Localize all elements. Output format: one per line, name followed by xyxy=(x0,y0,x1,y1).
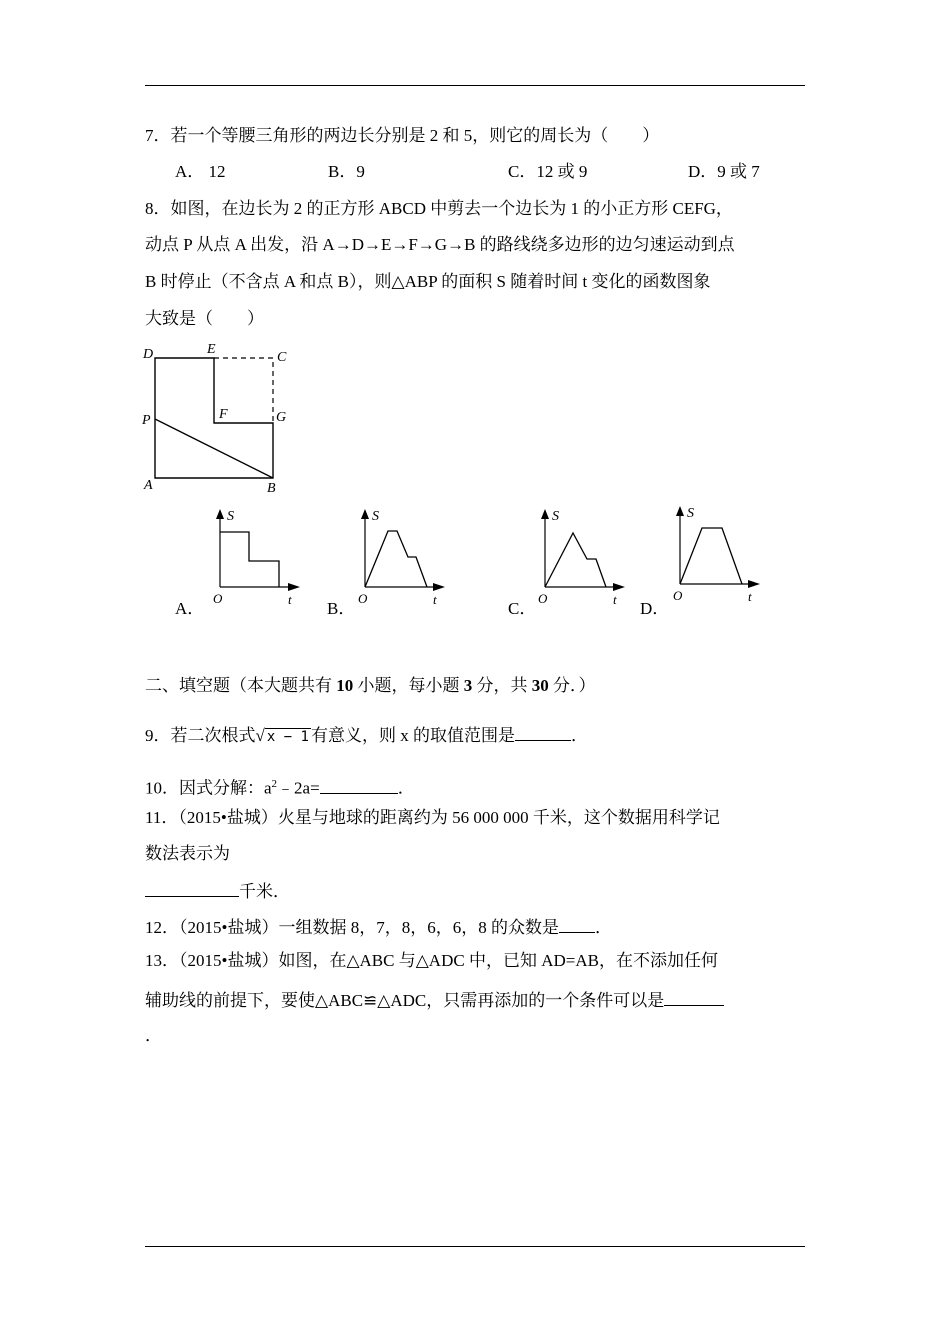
label-b: B xyxy=(267,481,276,496)
q12-text: 12．（2015•盐城）一组数据 8，7，8，6，6，8 的众数是 xyxy=(145,918,559,937)
q12-answer-blank[interactable] xyxy=(559,914,595,933)
graph-c-origin-label: O xyxy=(538,591,548,606)
question-13-line-2 xyxy=(145,987,724,1013)
question-13-line-3: ． xyxy=(145,1026,162,1045)
q7-option-d: D．9 或 7 xyxy=(688,162,760,181)
graph-b-s-label: S xyxy=(372,509,379,524)
label-c: C xyxy=(277,350,287,365)
q7-option-b: B．9 xyxy=(328,162,365,181)
section-2-total: 30 xyxy=(531,676,549,695)
label-a: A xyxy=(144,478,153,493)
q11-unit: 千米． xyxy=(239,882,290,901)
sqrt-expression xyxy=(256,724,312,749)
segment-pb xyxy=(155,419,273,478)
section-2-mid2: 分，共 xyxy=(472,676,532,695)
question-8-line-3: B 时停止（不含点 A 和点 B），则△ABP 的面积 S 随着时间 t 变化的函数图象 xyxy=(145,272,711,291)
q12-end: ． xyxy=(594,918,612,937)
sqrt-radicand: x − 1 xyxy=(266,729,309,745)
section-2-mid1: 小题，每小题 xyxy=(353,676,464,695)
graph-c-curve xyxy=(545,533,606,587)
graph-a-curve xyxy=(220,532,279,587)
question-12 xyxy=(145,914,612,940)
q10-pre-text: 10．因式分解：a xyxy=(145,778,272,798)
graph-d-s-label: S xyxy=(687,506,694,521)
q8-graph-c xyxy=(525,503,635,608)
q10-answer-blank[interactable] xyxy=(320,775,398,794)
label-p: P xyxy=(142,413,151,428)
q8-geometry-figure xyxy=(138,340,298,500)
label-e: E xyxy=(207,342,216,357)
polygon-outline xyxy=(155,358,273,478)
q8-option-a: A． xyxy=(175,599,205,618)
q8-graph-d xyxy=(660,500,770,605)
graph-b-t-label: t xyxy=(433,592,437,607)
q7-option-c: C．12 或 9 xyxy=(508,162,588,181)
graph-d-curve xyxy=(680,528,742,584)
label-g: G xyxy=(276,410,287,425)
label-d: D xyxy=(143,347,154,362)
question-11-line-3 xyxy=(145,878,290,904)
section-2-points: 3 xyxy=(463,676,473,695)
top-rule xyxy=(145,85,805,86)
graph-c-s-label: S xyxy=(552,509,559,524)
graph-a-s-label: S xyxy=(227,509,234,524)
question-8-line-2: 动点 P 从点 A 出发，沿 A→D→E→F→G→B 的路线绕多边形的边匀速运动到点 xyxy=(145,235,735,254)
q9-post-text: 有意义，则 x 的取值范围是 xyxy=(311,726,515,745)
question-13-line-1: 13．（2015•盐城）如图，在△ABC 与△ADC 中，已知 AD=AB，在不添加任何 xyxy=(145,951,718,970)
q13-line-2-text: 辅助线的前提下，要使△ABC≌△ADC，只需再添加的一个条件可以是 xyxy=(145,991,665,1010)
graph-a-origin-label: O xyxy=(213,591,223,606)
graph-b-origin-label: O xyxy=(358,591,368,606)
section-2-heading xyxy=(145,674,596,698)
q8-option-d: D． xyxy=(640,599,670,618)
q10-post-text: ﹣2a= xyxy=(277,778,320,798)
label-f: F xyxy=(219,407,228,422)
section-2-post: 分．） xyxy=(548,676,596,695)
q7-option-a: A． 12 xyxy=(175,162,226,181)
q8-option-b: B． xyxy=(327,599,356,618)
q8-graph-b xyxy=(345,503,455,608)
graph-d-t-label: t xyxy=(748,589,752,604)
section-2-pre: 二、填空题（本大题共有 xyxy=(145,676,337,695)
q13-answer-blank[interactable] xyxy=(664,987,724,1006)
question-8-line-1: 8．如图，在边长为 2 的正方形 ABCD 中剪去一个边长为 1 的小正方形 CEFG， xyxy=(145,199,733,218)
q11-answer-blank[interactable] xyxy=(145,878,239,897)
sqrt-sign-icon: √ xyxy=(255,726,265,745)
graph-c-t-label: t xyxy=(613,592,617,607)
graph-b-curve xyxy=(365,531,427,587)
question-11-line-2: 数法表示为 xyxy=(145,844,230,863)
question-8-line-4: 大致是（ ） xyxy=(145,309,264,328)
question-11-line-1: 11．（2015•盐城）火星与地球的距离约为 56 000 000 千米，这个数据用科学记 xyxy=(145,808,720,827)
question-7-text: 7．若一个等腰三角形的两边长分别是 2 和 5，则它的周长为（ ） xyxy=(145,126,660,145)
question-10 xyxy=(145,772,415,801)
q10-end: ． xyxy=(397,778,415,798)
q9-pre-text: 9．若二次根式 xyxy=(145,726,256,745)
q8-graph-a xyxy=(200,503,310,608)
graph-a-t-label: t xyxy=(288,592,292,607)
q10-exponent: 2 xyxy=(271,778,278,790)
question-9 xyxy=(145,722,588,749)
q8-option-c: C． xyxy=(508,599,537,618)
graph-d-origin-label: O xyxy=(673,588,683,603)
section-2-count: 10 xyxy=(336,676,354,695)
bottom-rule xyxy=(145,1246,805,1247)
q9-end: ． xyxy=(571,726,588,745)
q9-answer-blank[interactable] xyxy=(515,722,571,741)
